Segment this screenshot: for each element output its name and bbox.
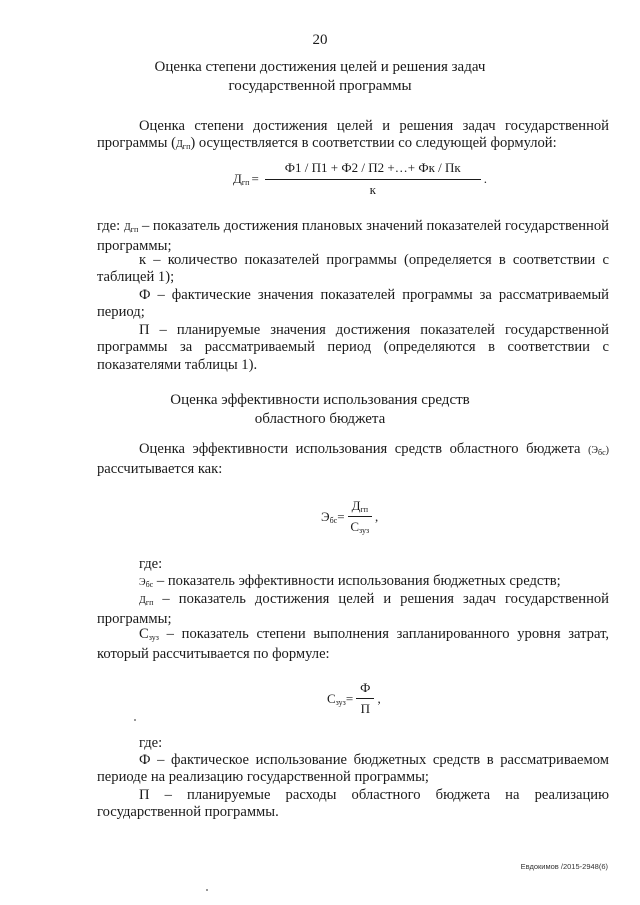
section2-where-label: где: <box>139 556 163 572</box>
section2-heading-line2: областного бюджета <box>254 411 386 427</box>
formula-szuz-tail: , <box>377 690 381 706</box>
section2-where2-item-1: Ф – фактическое использование бюджетных средств в рассматриваемом периоде на реализацию государственной программы; <box>97 752 609 786</box>
section2-where-item-1: $Э_{бс}$ – показатель эффективности использования бюджетных средств; <box>139 573 561 589</box>
section1-where-item-3: Ф – фактические значения показателей программы за рассматриваемый период; <box>97 287 609 321</box>
section1-where-item-2: к – количество показателей программы (определяется в соответствии с таблицей 1); <box>97 252 609 286</box>
ebs-symbol: $Э_{бс}$ <box>139 577 154 589</box>
section2-where-item-3: $С_{зуз}$ – показатель степени выполнения запланированного уровня затрат, который рассчитывается по формуле: <box>97 626 609 663</box>
formula-ebs-lhs: $Э_{бс}$ <box>321 508 338 525</box>
dgp-symbol-2: $Д_{гп}$ <box>139 595 154 607</box>
formula-ebs-tail: , <box>375 508 379 524</box>
footer-note: Евдокимов /2015-2948(6) <box>520 862 608 871</box>
section2-where-item-2: $Д_{гп}$ – показатель достижения целей и решения задач государственной программы; <box>97 591 609 628</box>
section1-intro <box>97 118 609 156</box>
formula-ebs-fraction <box>348 498 372 535</box>
formula-dgp-denominator: к <box>369 182 376 197</box>
section1-heading-line2: государственной программы <box>228 78 412 94</box>
section2-heading-line1: Оценка эффективности использования средств <box>170 392 470 408</box>
formula-szuz-eq: = <box>345 690 354 706</box>
formula-ebs-eq: = <box>337 508 345 524</box>
formula-szuz-fraction <box>356 680 374 717</box>
section1-where-item-4: П – планируемые значения достижения показателей государственной программы за рассматриваемый период (определяются в соответствии с показателями таблицы 1). <box>97 322 609 373</box>
section2-intro-symbol: $(Э_{бс})$ <box>588 445 609 457</box>
section2-intro <box>97 441 609 479</box>
page-number: 20 <box>312 32 328 48</box>
section2-where2-label: где: <box>139 735 163 751</box>
formula-ebs <box>321 498 378 535</box>
formula-dgp-eq: = <box>251 171 259 186</box>
formula-dgp-fraction <box>265 160 481 198</box>
dgp-symbol: $Д_{гп}$ <box>123 222 139 234</box>
formula-szuz-numerator: Ф <box>356 680 374 699</box>
szuz-symbol: $С_{зуз}$ <box>139 626 159 642</box>
formula-szuz <box>327 680 381 717</box>
section1-intro-text-end: ) осуществляется в соответствии со следующей формулой: <box>190 135 557 152</box>
formula-dgp-lhs: $Д_{гп}$ <box>233 171 250 187</box>
section1-intro-text: Оценка степени достижения целей и решения задач государственной программы ( <box>97 118 609 152</box>
formula-dgp-numerator: Ф1 / П1 + Ф2 / П2 +…+ Фк / Пк <box>265 160 481 180</box>
formula-ebs-denominator: $С_{зуз}$ <box>350 519 370 535</box>
section1-heading <box>0 58 640 96</box>
section1-where-item-1: где: $Д_{гп}$ – показатель достижения плановых значений показателей государственной программы; <box>97 218 609 255</box>
formula-szuz-lhs: $С_{зуз}$ <box>327 690 346 707</box>
scan-speck-bottom <box>206 889 208 891</box>
section2-heading <box>0 391 640 429</box>
section2-intro-text: Оценка эффективности использования средств областного бюджета <box>139 441 581 457</box>
formula-dgp <box>233 160 487 198</box>
formula-dgp-tail: . <box>483 171 487 186</box>
section2-where2-item-2: П – планируемые расходы областного бюджета на реализацию государственной программы. <box>97 787 609 821</box>
formula-szuz-denominator: П <box>360 701 370 716</box>
scan-speck <box>134 719 136 721</box>
section2-intro-text-end: рассчитывается как: <box>97 461 223 478</box>
formula-ebs-numerator: $Д_{гп}$ <box>348 498 372 517</box>
section1-heading-line1: Оценка степени достижения целей и решения задач <box>154 59 486 75</box>
section1-intro-symbol: $Д_{гп}$ <box>175 139 191 152</box>
